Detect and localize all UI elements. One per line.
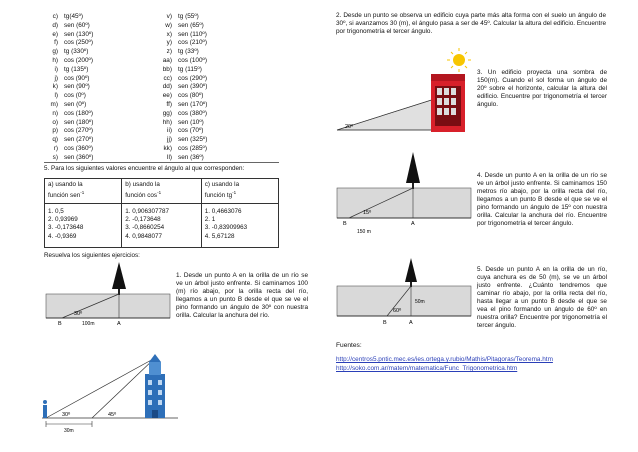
item-key: c): [52, 13, 58, 20]
figure-2-building: [40, 340, 180, 445]
item-key: o): [52, 118, 58, 126]
item-expression: sen (36º): [178, 153, 204, 161]
item-key: r): [53, 144, 58, 152]
item-expression: cos (270º): [64, 127, 93, 135]
item-key: k): [52, 83, 58, 91]
list-item: [158, 92, 207, 101]
item-key: ll): [167, 153, 172, 161]
list-item: [44, 57, 93, 66]
table-cell: 1. 0,5 2. 0,93969 3. -0,173648 4. -0,9369: [45, 203, 122, 247]
point-a-label: A: [117, 321, 121, 327]
item-expression: sen (360º): [64, 153, 94, 161]
item-expression: cos (380º): [178, 109, 207, 117]
item-expression: tg (115º): [178, 65, 202, 73]
item-key: ff): [166, 100, 172, 108]
item-expression: cos (200º): [64, 56, 93, 64]
item-expression: tg (55º): [178, 13, 199, 20]
item-expression: sen (390º): [178, 83, 208, 91]
table-header: a) usando la: [48, 181, 83, 188]
item-expression: cos (0º): [64, 92, 86, 100]
exercise-4-text: 4. Desde un punto A en la orilla de un río se ve un árbol justo enfrente. Si caminamos 150 metros río abajo, por la orilla recta del río, llegamos a un punto B desde el que se ve el pino formando un ángulo de 15º con nuestra orilla. Calcular la anchura del río. Encuentre por trigonometría el tercer ángulo.: [477, 172, 607, 227]
table-header: b) usando la: [125, 181, 160, 188]
source-link-1[interactable]: http://centros5.pntic.mec.es/ies.ortega.y.rubio/Mathis/Pitagoras/Teorema.htm: [336, 356, 553, 363]
list-item: [44, 48, 93, 57]
list-item: [44, 110, 93, 119]
item-expression: sen (90º): [64, 83, 90, 91]
item-key: z): [166, 48, 172, 56]
list-item: [44, 136, 93, 145]
exercise-5-text: 5. Desde un punto A en la orilla de un río, cuya anchura es de 50 (m), se ve un árbol justo enfrente. ¿Cuánto tendremos que caminar río abajo, por la orilla recta del río, hasta llegar a un punto B desde el que se vea el pino formando un ángulo de 60º en nuestra orilla? Encuentre por trigonometría el tercer ángulo.: [477, 266, 607, 329]
figure-1-river: [44, 260, 172, 330]
item-expression: cos (100º): [178, 56, 207, 64]
item-key: m): [50, 100, 58, 108]
list-item: [158, 39, 207, 48]
list-item: [158, 13, 207, 22]
building-icon: [145, 354, 165, 418]
item-expression: sen (0º): [64, 100, 87, 108]
item-expression: tg (135º): [64, 65, 89, 73]
item-key: h): [52, 56, 58, 64]
item-expression: sen (170º): [178, 100, 208, 108]
item-key: ee): [162, 92, 172, 100]
list-item: [158, 127, 207, 136]
figure-3-building: [335, 40, 475, 140]
sources-heading: Fuentes:: [336, 342, 362, 349]
list-item: [158, 145, 207, 154]
item-expression: sen (110º): [178, 30, 207, 38]
list-item: [44, 83, 93, 92]
item-key: n): [52, 109, 58, 117]
item-key: dd): [162, 83, 172, 91]
point-a-label: A: [411, 221, 415, 227]
item-expression: cos (250º): [64, 39, 93, 47]
trig-list-left: [44, 13, 93, 163]
item-key: i): [54, 65, 58, 73]
item-expression: sen (65º): [178, 21, 204, 29]
item-key: hh): [162, 118, 172, 126]
list-item: [158, 22, 207, 31]
list-item: [158, 31, 207, 40]
item-expression: sen (130º): [64, 30, 94, 38]
list-item: [158, 75, 207, 84]
person-icon: [43, 400, 47, 418]
item-key: gg): [162, 109, 172, 117]
item-expression: cos (290º): [178, 74, 207, 82]
list-item: [44, 101, 93, 110]
item-key: bb): [162, 65, 172, 73]
angle-label: 20º: [345, 124, 354, 130]
item-key: cc): [163, 74, 172, 82]
item-key: v): [166, 13, 172, 20]
item-expression: sen (325º): [178, 136, 208, 144]
list-item: [158, 48, 207, 57]
item-expression: cos (90º): [64, 74, 90, 82]
item-key: aa): [162, 56, 172, 64]
list-item: [44, 22, 93, 31]
item-key: ii): [167, 127, 172, 135]
exercise-1-text: 1. Desde un punto A en la orilla de un río se ve un árbol justo enfrente. Si caminamos 100 (m) río abajo, por la orilla recta del río, llegamos a un punto B desde el que se ve el pino formando un ángulo de 30º con nuestra orilla. Calcular la anchura del río.: [176, 272, 308, 319]
item-expression: cos (210º): [178, 39, 207, 47]
item-key: e): [52, 30, 58, 38]
building-icon: [431, 74, 465, 132]
trig-list-right: [158, 13, 207, 163]
point-b-label: B: [343, 221, 347, 227]
item-key: kk): [163, 144, 172, 152]
distance-label: 150 m: [357, 229, 371, 235]
list-item: [44, 39, 93, 48]
item-expression: tg (33º): [178, 48, 199, 56]
table-header: función sen$^{-1}$: [48, 190, 85, 200]
item-expression: cos (360º): [64, 144, 93, 152]
item-expression: cos (285º): [178, 144, 207, 152]
sun-icon: [447, 48, 471, 72]
q5-title: 5. Para los siguientes valores encuentre el ángulo al que corresponden:: [44, 165, 245, 172]
item-expression: tg(45º): [64, 13, 84, 20]
item-key: jj): [167, 136, 172, 144]
item-key: d): [52, 21, 58, 29]
tree-icon: [112, 262, 126, 295]
list-item: [158, 57, 207, 66]
table-header: función $\cos^{-1}$: [125, 190, 162, 200]
list-item: [158, 136, 207, 145]
list-item: [44, 119, 93, 128]
figure-4-river: [335, 148, 475, 238]
list-item: [44, 13, 93, 22]
item-key: s): [52, 153, 58, 161]
angle-label: 30º: [74, 311, 83, 317]
list-item: [158, 110, 207, 119]
item-key: w): [165, 21, 172, 29]
list-item: [44, 92, 93, 101]
list-item: [44, 66, 93, 75]
tree-icon: [405, 258, 417, 287]
item-key: y): [166, 39, 172, 47]
divider: [44, 162, 279, 163]
point-b-label: B: [383, 320, 387, 326]
item-expression: cos (70º): [178, 127, 204, 135]
item-expression: tg (330º): [64, 48, 89, 56]
list-item: [44, 75, 93, 84]
angle-2-label: 45º: [108, 412, 117, 418]
item-key: f): [54, 39, 58, 47]
tree-icon: [406, 152, 420, 189]
exercise-3-text: 3. Un edificio proyecta una sombra de 150(m). Cuando el sol forma un ángulo de 20º sobre el horizonte, calcular la altura del edificio. Encuentre por trigonometría el tercer ángulo.: [477, 69, 607, 108]
exercise-2-text: 2. Desde un punto se observa un edificio cuya parte más alta forma con el suelo un ángulo de 30º, si avanzamos 30 (m), el ángulo pasa a ser de 45º. Calcular la altura del edificio. Encuentre por trigonometría el tercer ángulo.: [336, 12, 606, 35]
table-header: función $tg^{-1}$: [204, 190, 237, 200]
item-key: g): [52, 48, 58, 56]
distance-label: 100m: [82, 321, 95, 327]
source-link-2[interactable]: http://soko.com.ar/matem/matematica/Func_Trigonometrica.htm: [336, 365, 518, 372]
point-a-label: A: [409, 320, 413, 326]
list-item: [158, 101, 207, 110]
item-expression: sen (180º): [64, 118, 94, 126]
point-b-label: B: [58, 321, 62, 327]
item-key: j): [54, 74, 58, 82]
figure-5-river: [335, 256, 475, 336]
distance-label: 30m: [64, 428, 74, 434]
resuelva-heading: Resuelva los siguientes ejercicios:: [44, 252, 140, 259]
item-expression: cos (180º): [64, 109, 93, 117]
angle-table: [44, 178, 279, 248]
list-item: [44, 127, 93, 136]
list-item: [158, 66, 207, 75]
angle-label: 60º: [393, 308, 402, 314]
item-key: p): [52, 127, 58, 135]
table-cell: 1. 0,906307787 2. -0,173648 3. -0,8660254 4. 0,9848077: [122, 203, 202, 247]
list-item: [158, 119, 207, 128]
list-item: [44, 145, 93, 154]
item-expression: sen (10º): [178, 118, 204, 126]
item-expression: cos (80º): [178, 92, 204, 100]
angle-label: 15º: [363, 210, 372, 216]
item-key: x): [166, 30, 172, 38]
item-key: l): [54, 92, 58, 100]
item-expression: sen (60º): [64, 21, 90, 29]
list-item: [158, 83, 207, 92]
table-header: c) usando la: [204, 181, 240, 188]
item-key: q): [52, 136, 58, 144]
width-label: 50m: [415, 299, 425, 305]
angle-1-label: 30º: [62, 412, 71, 418]
list-item: [44, 31, 93, 40]
table-cell: 1. 0,4663076 2. 1 3. -0,83909963 4. 5,67128: [201, 203, 278, 247]
item-expression: sen (270º): [64, 136, 94, 144]
